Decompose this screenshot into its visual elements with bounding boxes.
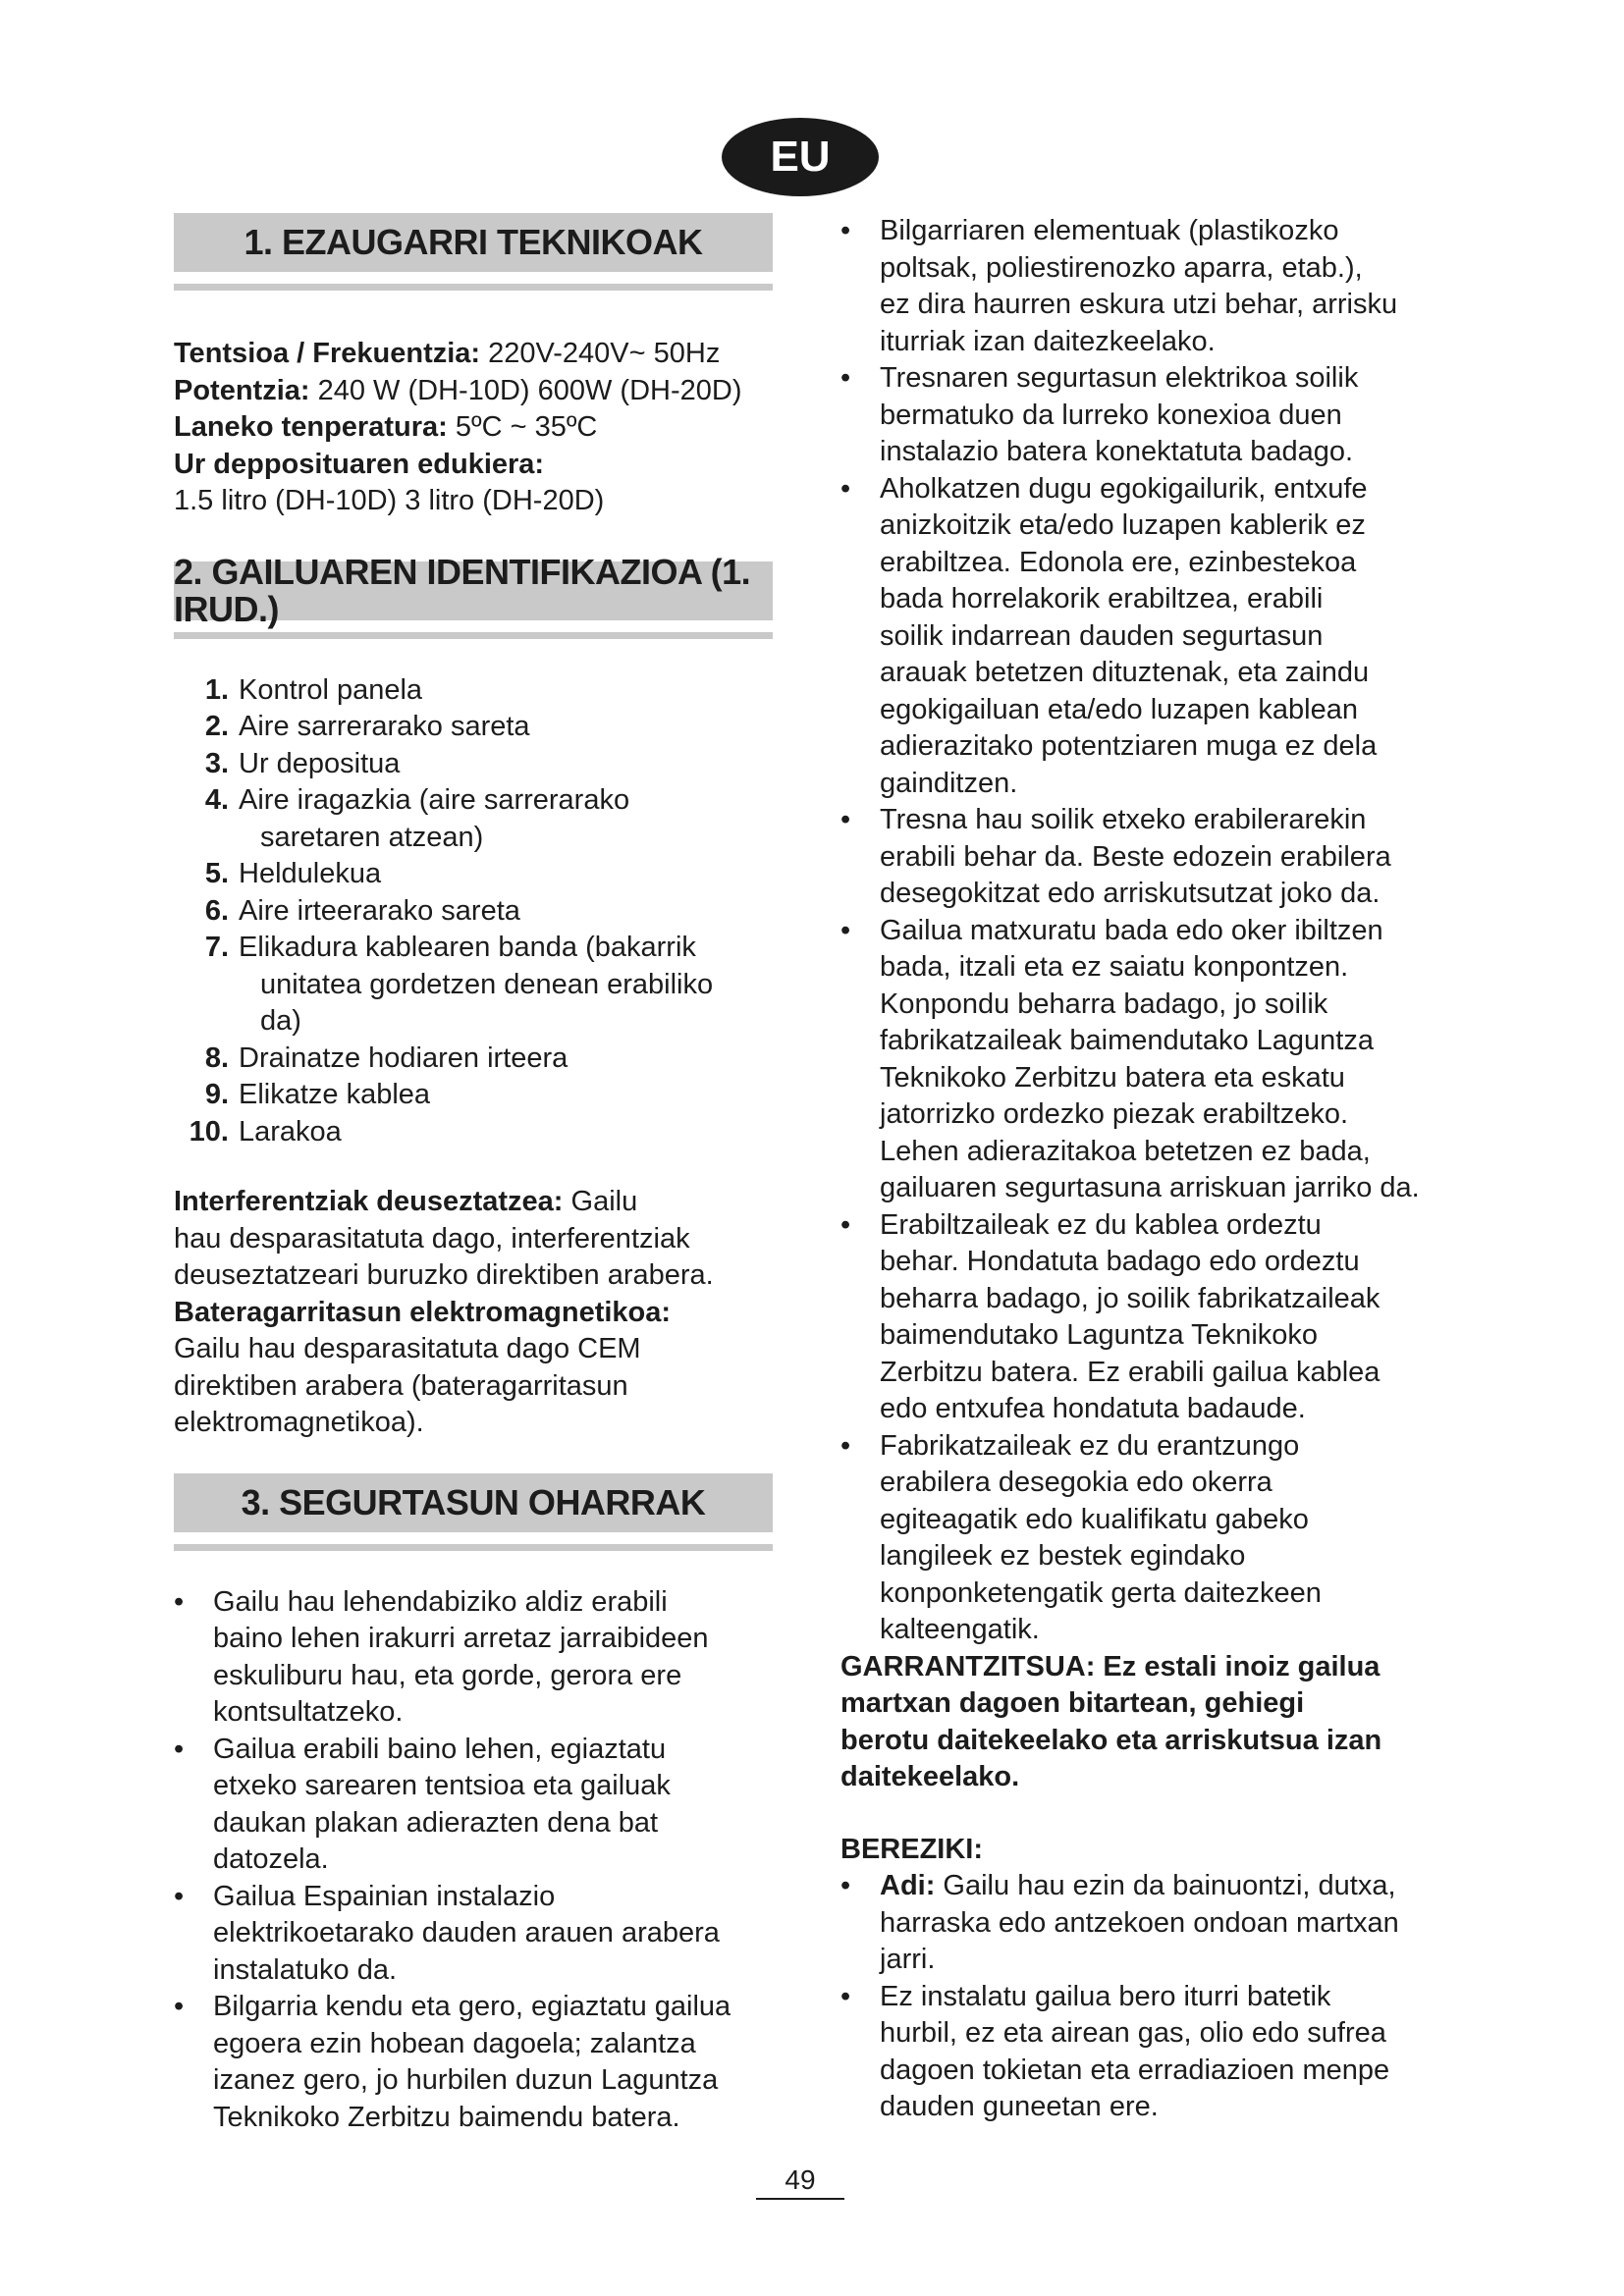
list-text: Ur depositua [239,747,401,779]
list-item: • Adi: Gailu hau ezin da bainuontzi, dutxa, harraska edo antzekoen ondoan martxan jarri. [840,1870,1399,1975]
interference-lead: Gailu [563,1186,638,1217]
list-item: • Gailu hau lehendabiziko aldiz erabili baino lehen irakurri arretaz jarraibideen eskuliburu hau, eta gorde, gerora ere kontsultatzeko. [174,1585,709,1728]
list-number: 3. [204,747,229,779]
list-item [174,782,773,856]
list-number: 5. [204,858,229,889]
section-3-title: 3. SEGURTASUN OHARRAK [174,1473,773,1532]
interference-block [174,1184,773,1442]
list-text: Elikadura kablearen banda (bakarrik unitatea gordetzen denean erabiliko da) [239,932,714,1037]
bullet-icon: • [840,472,851,505]
list-text: Aire irteerarako sareta [239,894,520,927]
special-title: BEREZIKI: [840,1833,983,1865]
technical-specs [174,336,773,520]
bullet-icon: • [174,1991,185,2022]
list-item: • Ez instalatu gailua bero iturri batetik hurbil, ez eta airean gas, olio edo sufrea dagoen tokietan eta erradiazioen menpe dauden guneetan ere. [840,1980,1390,2122]
list-text: Kontrol panela [239,673,423,706]
warning-line: daitekeelako. [840,1761,1020,1792]
section-1-title: 1. EZAUGARRI TEKNIKOAK [174,213,773,272]
bullet-icon: • [174,1585,185,1618]
spec-voltage: Tentsioa / Frekuentzia: 220V-240V~ 50Hz [174,338,721,369]
list-item [174,1077,773,1114]
bullet-icon: • [840,1870,851,1901]
bullet-icon: • [840,1429,851,1462]
section-divider [174,1544,773,1551]
right-column [840,213,1437,2126]
list-item: • Gailua Espainian instalazio elektrikoetarako dauden arauen arabera instalatuko da. [174,1880,720,1986]
list-number: 4. [204,784,229,816]
bullet-icon: • [840,1208,851,1241]
spec-power: Potentzia: 240 W (DH-10D) 600W (DH-20D) [174,374,742,406]
warning-block [840,1649,1437,1796]
bullet-icon: • [840,362,851,394]
warning-line: berotu daitekeelako eta arriskutsua izan [840,1724,1382,1756]
interference-line: deuseztatzeari buruzko direktiben arabera. [174,1259,714,1291]
interference-line: hau desparasitatuta dago, interferentziak [174,1222,690,1255]
list-number: 10. [189,1115,229,1148]
special-block [840,1832,1437,2126]
section-divider [174,284,773,291]
list-text: Aire sarrerarako sareta [239,711,530,742]
list-item: • Tresna hau soilik etxeko erabilerarekin erabili behar da. Beste edozein erabilera desegokitzat edo arriskutsutzat joko da. [840,804,1391,909]
list-number: 2. [204,711,229,742]
list-item [174,672,773,710]
section-2-title: 2. GAILUAREN IDENTIFIKAZIOA (1. IRUD.) [174,561,773,620]
list-number: 7. [204,932,229,963]
list-item [174,1114,773,1151]
list-item: • Bilgarria kendu eta gero, egiaztatu gailua egoera ezin hobean dagoela; zalantza izanez gero, jo hurbilen duzun Laguntza Teknikoko Zerbitzu baimendu batera. [174,1991,731,2133]
page-number: 49 [756,2164,844,2200]
list-item: • Bilgarriaren elementuak (plastikozko poltsak, poliestirenozko aparra, etab.), ez dira haurren eskura utzi behar, arrisku iturriak izan daitezkeelako. [840,215,1398,357]
list-number: 6. [204,894,229,927]
emc-line: Gailu hau desparasitatuta dago CEM [174,1333,641,1364]
bullet-icon: • [174,1880,185,1912]
list-item [174,930,773,1041]
list-text: Heldulekua [239,858,382,889]
emc-line: direktiben arabera (bateragarritasun [174,1369,628,1402]
list-item [174,1041,773,1078]
list-item: • Fabrikatzaileak ez du erantzungo erabilera desegokia edo okerra egiteagatik edo kualifikatu gabeko langileek ez bestek egindako konponketengatik gerta daitezkeen kalteengatik. [840,1429,1322,1645]
list-text: Aire iragazkia (aire sarrerarako saretaren atzean) [239,784,630,853]
bullet-icon: • [174,1733,185,1765]
list-item: • Erabiltzaileak ez du kablea ordeztu behar. Hondatuta badago edo ordeztu beharra badago, jo soilik fabrikatzaileak baimendutako Laguntza Teknikoko Zerbitzu batera. Ez erabili gailua kablea edo entxufea hondatuta badaude. [840,1208,1380,1424]
left-column [174,213,773,2136]
list-item [174,856,773,893]
bullet-icon: • [840,1980,851,2012]
emc-line: elektromagnetikoa). [174,1407,424,1438]
spec-tank-value: 1.5 litro (DH-10D) 3 litro (DH-20D) [174,485,605,516]
list-text: Elikatze kablea [239,1079,431,1110]
spec-tank-label: Ur depposituaren edukiera: [174,448,545,480]
bullet-icon: • [840,914,851,946]
list-item [174,893,773,931]
emc-label: Bateragarritasun elektromagnetikoa: [174,1296,672,1328]
bullet-icon: • [840,804,851,835]
list-item: • Gailua erabili baino lehen, egiaztatu etxeko sarearen tentsioa eta gailuak daukan plakan adierazten dena bat datozela. [174,1733,671,1875]
safety-bullets-right [840,213,1437,1649]
list-item [174,709,773,746]
language-badge: EU [722,118,879,196]
warning-line: martxan dagoen bitartean, gehiegi [840,1687,1305,1719]
interference-label: Interferentziak deuseztatzea: [174,1186,564,1217]
parts-list [174,672,773,1151]
list-item: • Gailua matxuratu bada edo oker ibiltzen bada, itzali eta ez saiatu konpontzen. Konpondu beharra badago, jo soilik fabrikatzaileak baimendutako Laguntza Teknikoko Zerbitzu batera eta eskatu jatorrizko ordezko piezak erabiltzeko. Lehen adierazitakoa betetzen ez bada, gailuaren segurtasuna arriskuan jarriko da. [840,914,1420,1203]
list-number: 1. [204,673,229,706]
list-item: • Aholkatzen dugu egokigailurik, entxufe anizkoitzik eta/edo luzapen kablerik ez erabiltzea. Edonola ere, ezinbestekoa bada horrelakorik erabiltzea, erabili soilik indarrean dauden segurtasun arauak betetzen dituztenak, eta zaindu egokigailuan eta/edo luzapen kablean adierazitako potentziaren muga ez dela gainditzen. [840,472,1378,799]
warning-line: GARRANTZITSUA: Ez estali inoiz gailua [840,1650,1380,1682]
list-number: 9. [204,1079,229,1110]
list-item [174,746,773,783]
list-item: • Tresnaren segurtasun elektrikoa soilik bermatuko da lurreko konexioa duen instalazio batera konektatuta badago. [840,362,1359,467]
list-number: 8. [204,1041,229,1074]
safety-bullets-left [174,1584,773,2137]
spec-temperature: Laneko tenperatura: 5ºC ~ 35ºC [174,411,598,443]
list-text: Drainatze hodiaren irteera [239,1041,568,1074]
special-item-label: Adi: [880,1870,936,1901]
bullet-icon: • [840,215,851,246]
section-divider [174,632,773,639]
list-text: Larakoa [239,1115,342,1148]
